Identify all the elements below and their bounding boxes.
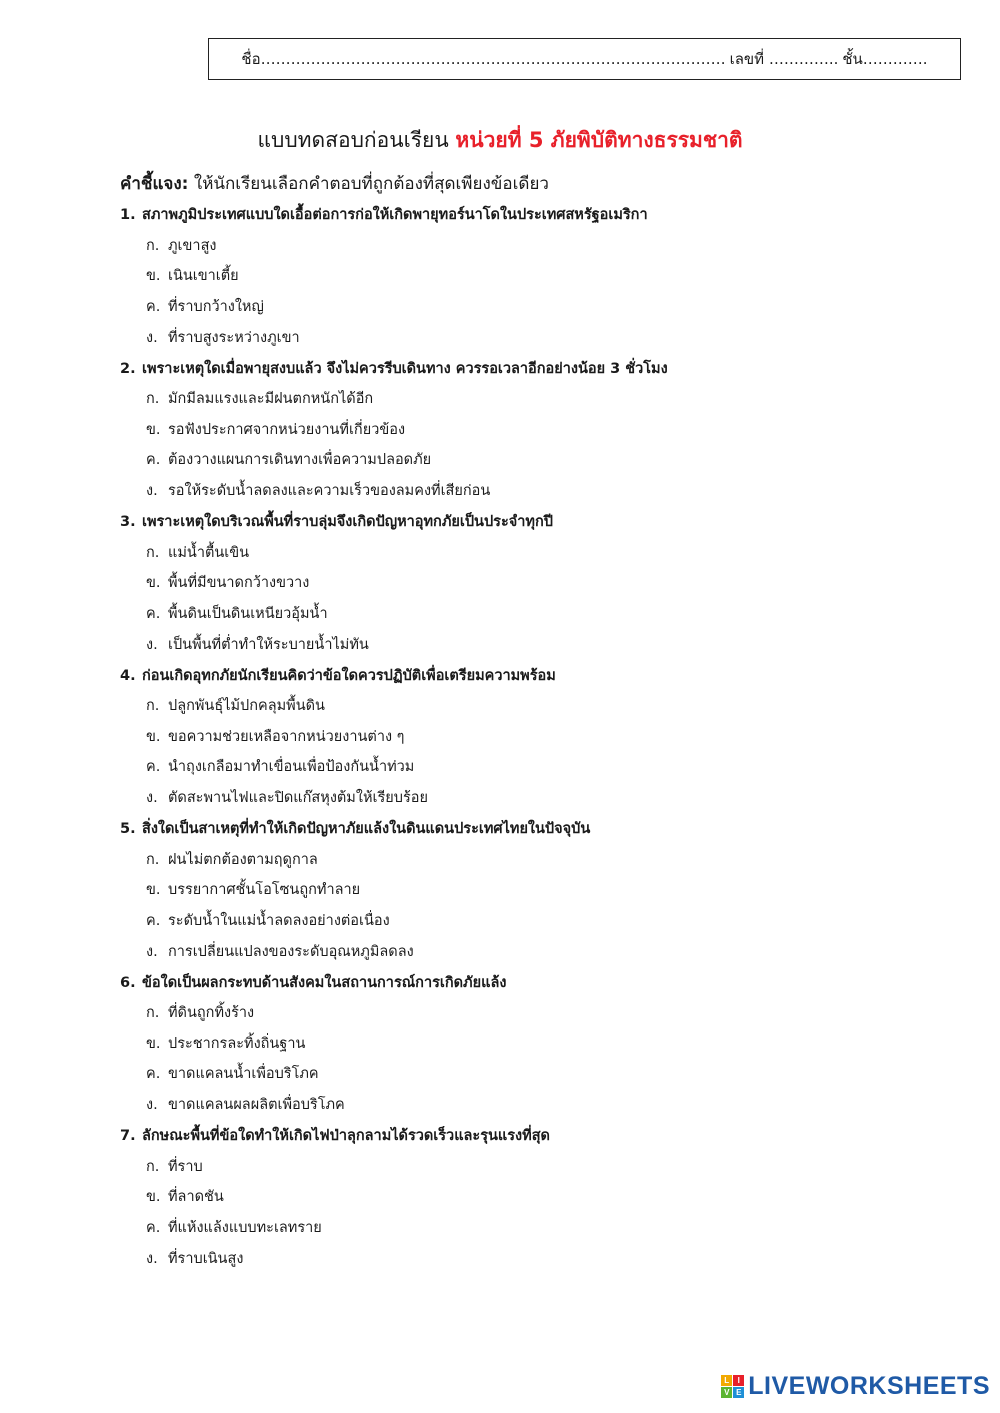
option-letter: ง. [146,943,158,960]
option-text: เป็นพื้นที่ต่ำทำให้ระบายน้ำไม่ทัน [168,636,369,653]
answer-option[interactable] [146,1247,243,1270]
option-letter: ก. [146,851,160,868]
option-text: มักมีลมแรงและมีฝนตกหนักได้อีก [168,391,374,407]
option-text: รอฟังประกาศจากหน่วยงานที่เกี่ยวข้อง [168,421,406,438]
answer-option[interactable] [146,755,414,778]
answer-option[interactable] [146,1093,345,1116]
option-text: พื้นดินเป็นดินเหนียวอุ้มน้ำ [168,605,328,622]
answer-option[interactable] [146,602,328,625]
question-number: 2. [120,360,136,377]
option-text: ขาดแคลนน้ำเพื่อบริโภค [168,1066,319,1083]
question-number: 6. [120,974,136,991]
option-letter: ก. [146,1005,160,1021]
option-text: ขาดแคลนผลผลิตเพื่อบริโภค [168,1097,345,1114]
option-letter: ค. [146,1066,161,1083]
question-text: เพราะเหตุใดบริเวณพื้นที่ราบลุ่มจึงเกิดปัญหาอุทกภัยเป็นประจำทุกปี [142,514,553,530]
question-text: เพราะเหตุใดเมื่อพายุสงบแล้ว จึงไม่ควรรีบเดินทาง ควรรอเวลาอีกอย่างน้อย 3 ชั่วโมง [142,360,668,377]
option-letter: ก. [146,698,160,714]
question-number: 1. [120,207,136,223]
option-letter: ค. [146,912,161,929]
instruction-label: คำชี้แจง: [120,174,189,194]
option-letter: ง. [146,790,158,807]
answer-option[interactable] [146,1062,319,1085]
option-letter: ง. [146,483,158,500]
answer-option[interactable] [146,1001,254,1024]
option-letter: ข. [146,421,161,438]
name-field-label[interactable]: ชื่อ………………………………………………………………………………… [241,50,726,68]
page-title [0,124,1000,157]
option-letter: ข. [146,268,161,285]
question-1 [120,203,648,226]
title-unit: หน่วยที่ 5 ภัยพิบัติทางธรรมชาติ [455,128,743,152]
option-letter: ข. [146,1035,161,1052]
question-2 [120,357,668,380]
title-main: แบบทดสอบก่อนเรียน [257,128,449,152]
logo-mark-tile: E [733,1387,744,1398]
option-text: ที่ดินถูกทิ้งร้าง [168,1005,255,1021]
question-text: ก่อนเกิดอุทกภัยนักเรียนคิดว่าข้อใดควรปฏิบัติเพื่อเตรียมความพร้อม [142,667,556,684]
option-text: เนินเขาเตี้ย [168,268,239,285]
question-3 [120,510,553,533]
option-text: บรรยากาศชั้นโอโซนถูกทำลาย [168,882,361,899]
answer-option[interactable] [146,295,264,318]
option-letter: ค. [146,1219,161,1236]
option-text: ที่แห้งแล้งแบบทะเลทราย [168,1219,322,1236]
instruction-text: ให้นักเรียนเลือกคำตอบที่ถูกต้องที่สุดเพียงข้อเดียว [193,174,549,194]
answer-option[interactable] [146,725,404,748]
option-text: ภูเขาสูง [168,237,217,254]
answer-option[interactable] [146,1185,224,1208]
option-letter: ง. [146,1250,158,1267]
answer-option[interactable] [146,909,390,932]
option-text: รอให้ระดับน้ำลดลงและความเร็วของลมคงที่เสียก่อน [168,483,491,500]
option-letter: ข. [146,1189,161,1206]
answer-option[interactable] [146,541,249,564]
answer-option[interactable] [146,878,360,901]
answer-option[interactable] [146,633,369,656]
class-field-label[interactable]: ชั้น…………. [842,50,928,68]
answer-option[interactable] [146,418,405,441]
option-letter: ค. [146,452,161,469]
option-letter: ก. [146,544,160,561]
answer-option[interactable] [146,387,373,410]
question-text: สิ่งใดเป็นสาเหตุที่ทำให้เกิดปัญหาภัยแล้งในดินแดนประเทศไทยในปัจจุบัน [142,821,591,837]
question-number: 5. [120,821,136,837]
answer-option[interactable] [146,264,239,287]
option-text: ปลูกพันธุ์ไม้ปกคลุมพื้นดิน [168,698,325,714]
option-text: พื้นที่มีขนาดกว้างขวาง [168,575,310,592]
option-letter: ก. [146,1158,160,1175]
student-info-box [208,38,961,80]
question-number: 7. [120,1128,136,1144]
instruction [120,170,549,197]
answer-option[interactable] [146,694,325,717]
liveworksheets-logo [721,1372,990,1401]
question-6 [120,971,506,994]
option-text: ตัดสะพานไฟและปิดแก๊สหุงต้มให้เรียบร้อย [168,790,428,807]
option-text: ที่ราบกว้างใหญ่ [168,298,264,315]
option-letter: ง. [146,329,158,346]
option-text: ที่ลาดชัน [168,1189,224,1206]
question-5 [120,817,590,840]
option-letter: ง. [146,1097,158,1114]
option-text: ขอความช่วยเหลือจากหน่วยงานต่าง ๆ [168,728,405,745]
option-letter: ค. [146,759,161,776]
option-text: การเปลี่ยนแปลงของระดับอุณหภูมิลดลง [168,943,414,960]
question-text: สภาพภูมิประเทศแบบใดเอื้อต่อการก่อให้เกิดพายุทอร์นาโดในประเทศสหรัฐอเมริกา [142,207,648,223]
option-text: ต้องวางแผนการเดินทางเพื่อความปลอดภัย [168,452,432,469]
question-text: ข้อใดเป็นผลกระทบด้านสังคมในสถานการณ์การเกิดภัยแล้ง [142,974,507,991]
option-text: ฝนไม่ตกต้องตามฤดูกาล [168,851,318,868]
question-number: 3. [120,514,136,530]
number-field-label[interactable]: เลขที่ ………….. [729,50,839,68]
answer-option[interactable] [146,1216,322,1239]
option-letter: ก. [146,237,160,254]
option-letter: ข. [146,575,161,592]
logo-mark-tile: I [733,1375,744,1386]
option-letter: ก. [146,391,160,407]
option-text: ประชากรละทิ้งถิ่นฐาน [168,1035,306,1052]
answer-option[interactable] [146,326,300,349]
logo-mark-tile: L [721,1375,732,1386]
option-letter: ง. [146,636,158,653]
option-text: ที่ราบ [168,1158,203,1175]
option-text: ที่ราบสูงระหว่างภูเขา [168,329,300,346]
option-letter: ค. [146,298,161,315]
option-text: ระดับน้ำในแม่น้ำลดลงอย่างต่อเนื่อง [168,912,390,929]
logo-wordmark: LIVEWORKSHEETS [748,1372,990,1400]
answer-option[interactable] [146,940,414,963]
answer-option[interactable] [146,479,490,502]
question-number: 4. [120,667,136,684]
answer-option[interactable] [146,786,428,809]
option-text: ที่ราบเนินสูง [168,1250,244,1267]
question-4 [120,664,556,687]
question-7 [120,1124,550,1147]
answer-option[interactable] [146,1155,203,1178]
option-letter: ข. [146,728,161,745]
answer-option[interactable] [146,1032,305,1055]
logo-mark-icon [721,1375,744,1398]
answer-option[interactable] [146,448,431,471]
question-text: ลักษณะพื้นที่ข้อใดทำให้เกิดไฟป่าลุกลามได้รวดเร็วและรุนแรงที่สุด [142,1128,550,1144]
logo-mark-tile: V [721,1387,732,1398]
answer-option[interactable] [146,571,309,594]
answer-option[interactable] [146,848,318,871]
option-letter: ค. [146,605,161,622]
option-text: แม่น้ำตื้นเขิน [168,544,250,561]
answer-option[interactable] [146,234,217,257]
option-letter: ข. [146,882,161,899]
option-text: นำถุงเกลือมาทำเขื่อนเพื่อป้องกันน้ำท่วม [168,759,415,776]
